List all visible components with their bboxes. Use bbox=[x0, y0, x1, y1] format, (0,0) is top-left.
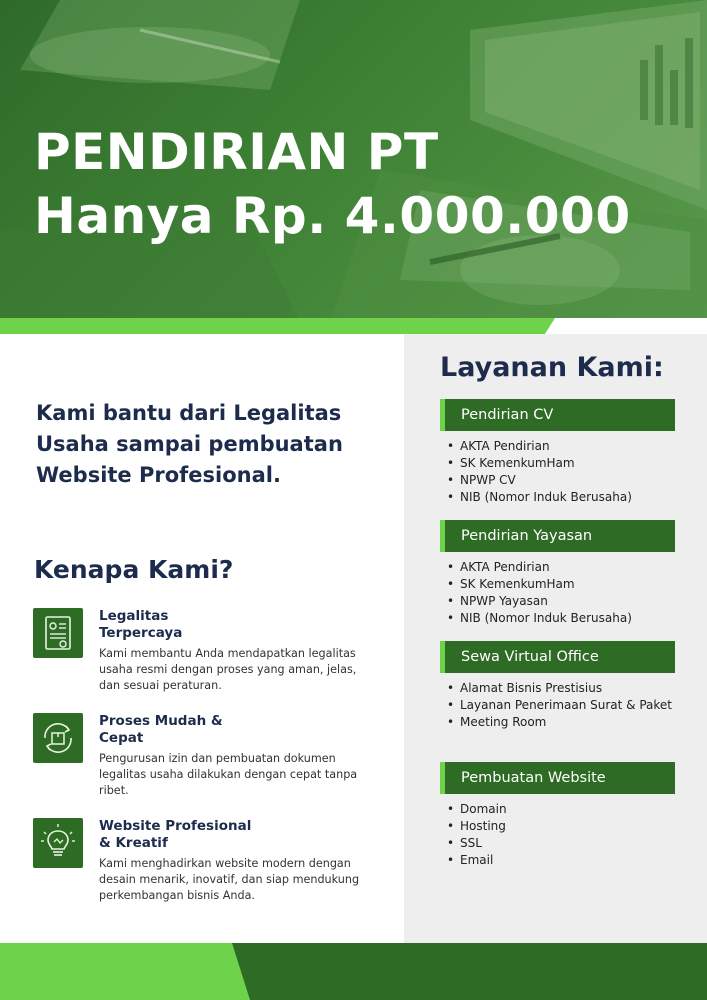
list-item: • AKTA Pendirian bbox=[440, 559, 675, 576]
feature-title-line: Legalitas bbox=[99, 608, 169, 624]
tagline-line1: Kami bantu dari Legalitas bbox=[36, 401, 342, 425]
feature-website-kreatif bbox=[33, 818, 393, 908]
list-item: • Meeting Room bbox=[440, 714, 675, 731]
hero-title-line1: PENDIRIAN PT bbox=[34, 123, 439, 181]
service-list bbox=[440, 438, 675, 506]
service-header: Pembuatan Website bbox=[440, 762, 675, 794]
service-sewa-virtual-office bbox=[440, 641, 675, 731]
list-item: • Hosting bbox=[440, 818, 675, 835]
service-list bbox=[440, 559, 675, 627]
document-icon bbox=[33, 608, 83, 658]
lightbulb-icon bbox=[33, 818, 83, 868]
service-pendirian-cv bbox=[440, 399, 675, 506]
feature-title-line: Proses Mudah & bbox=[99, 713, 223, 729]
service-list bbox=[440, 801, 675, 869]
hero-title-line2: Hanya Rp. 4.000.000 bbox=[34, 187, 631, 245]
tagline-line3: Website Profesional. bbox=[36, 463, 281, 487]
feature-desc-line: usaha resmi dengan proses yang aman, jelas, bbox=[99, 663, 357, 676]
why-us-title: Kenapa Kami? bbox=[34, 555, 234, 584]
service-header: Sewa Virtual Office bbox=[440, 641, 675, 673]
feature-desc-line: Kami menghadirkan website modern dengan bbox=[99, 857, 351, 870]
feature-title-line: Terpercaya bbox=[99, 625, 183, 641]
feature-desc-line: Pengurusan izin dan pembuatan dokumen bbox=[99, 752, 336, 765]
feature-title-line: Cepat bbox=[99, 730, 144, 746]
feature-proses-cepat bbox=[33, 713, 393, 803]
feature-desc-line: desain menarik, inovatif, dan siap mendukung bbox=[99, 873, 360, 886]
service-list bbox=[440, 680, 675, 731]
tagline-line2: Usaha sampai pembuatan bbox=[36, 432, 343, 456]
feature-desc-line: Kami membantu Anda mendapatkan legalitas bbox=[99, 647, 356, 660]
list-item: • NIB (Nomor Induk Berusaha) bbox=[440, 610, 675, 627]
feature-description bbox=[99, 856, 399, 904]
feature-description bbox=[99, 646, 399, 694]
accent-band bbox=[0, 318, 707, 334]
feature-title bbox=[99, 713, 223, 747]
list-item: • SK KemenkumHam bbox=[440, 576, 675, 593]
list-item: • SSL bbox=[440, 835, 675, 852]
feature-title-line: Website Profesional bbox=[99, 818, 252, 834]
list-item: • Domain bbox=[440, 801, 675, 818]
footer-band bbox=[0, 943, 707, 1000]
feature-title bbox=[99, 608, 182, 642]
service-pendirian-yayasan bbox=[440, 520, 675, 627]
list-item: • Email bbox=[440, 852, 675, 869]
list-item: • Layanan Penerimaan Surat & Paket bbox=[440, 697, 675, 714]
hero-title bbox=[34, 120, 631, 248]
feature-desc-line: perkembangan bisnis Anda. bbox=[99, 889, 255, 902]
service-pembuatan-website bbox=[440, 762, 675, 869]
tagline bbox=[36, 398, 396, 491]
feature-legalitas bbox=[33, 608, 393, 698]
feature-description bbox=[99, 751, 399, 799]
services-title: Layanan Kami: bbox=[440, 352, 664, 383]
list-item: • Alamat Bisnis Prestisius bbox=[440, 680, 675, 697]
list-item: • NPWP Yayasan bbox=[440, 593, 675, 610]
feature-desc-line: dan sesuai peraturan. bbox=[99, 679, 222, 692]
box-cycle-icon bbox=[33, 713, 83, 763]
list-item: • AKTA Pendirian bbox=[440, 438, 675, 455]
service-header: Pendirian Yayasan bbox=[440, 520, 675, 552]
feature-title bbox=[99, 818, 251, 852]
feature-desc-line: legalitas usaha dilakukan dengan cepat tanpa bbox=[99, 768, 358, 781]
list-item: • SK KemenkumHam bbox=[440, 455, 675, 472]
feature-desc-line: ribet. bbox=[99, 784, 129, 797]
list-item: • NIB (Nomor Induk Berusaha) bbox=[440, 489, 675, 506]
list-item: • NPWP CV bbox=[440, 472, 675, 489]
service-header: Pendirian CV bbox=[440, 399, 675, 431]
feature-title-line: & Kreatif bbox=[99, 835, 168, 851]
hero-banner bbox=[0, 0, 707, 322]
